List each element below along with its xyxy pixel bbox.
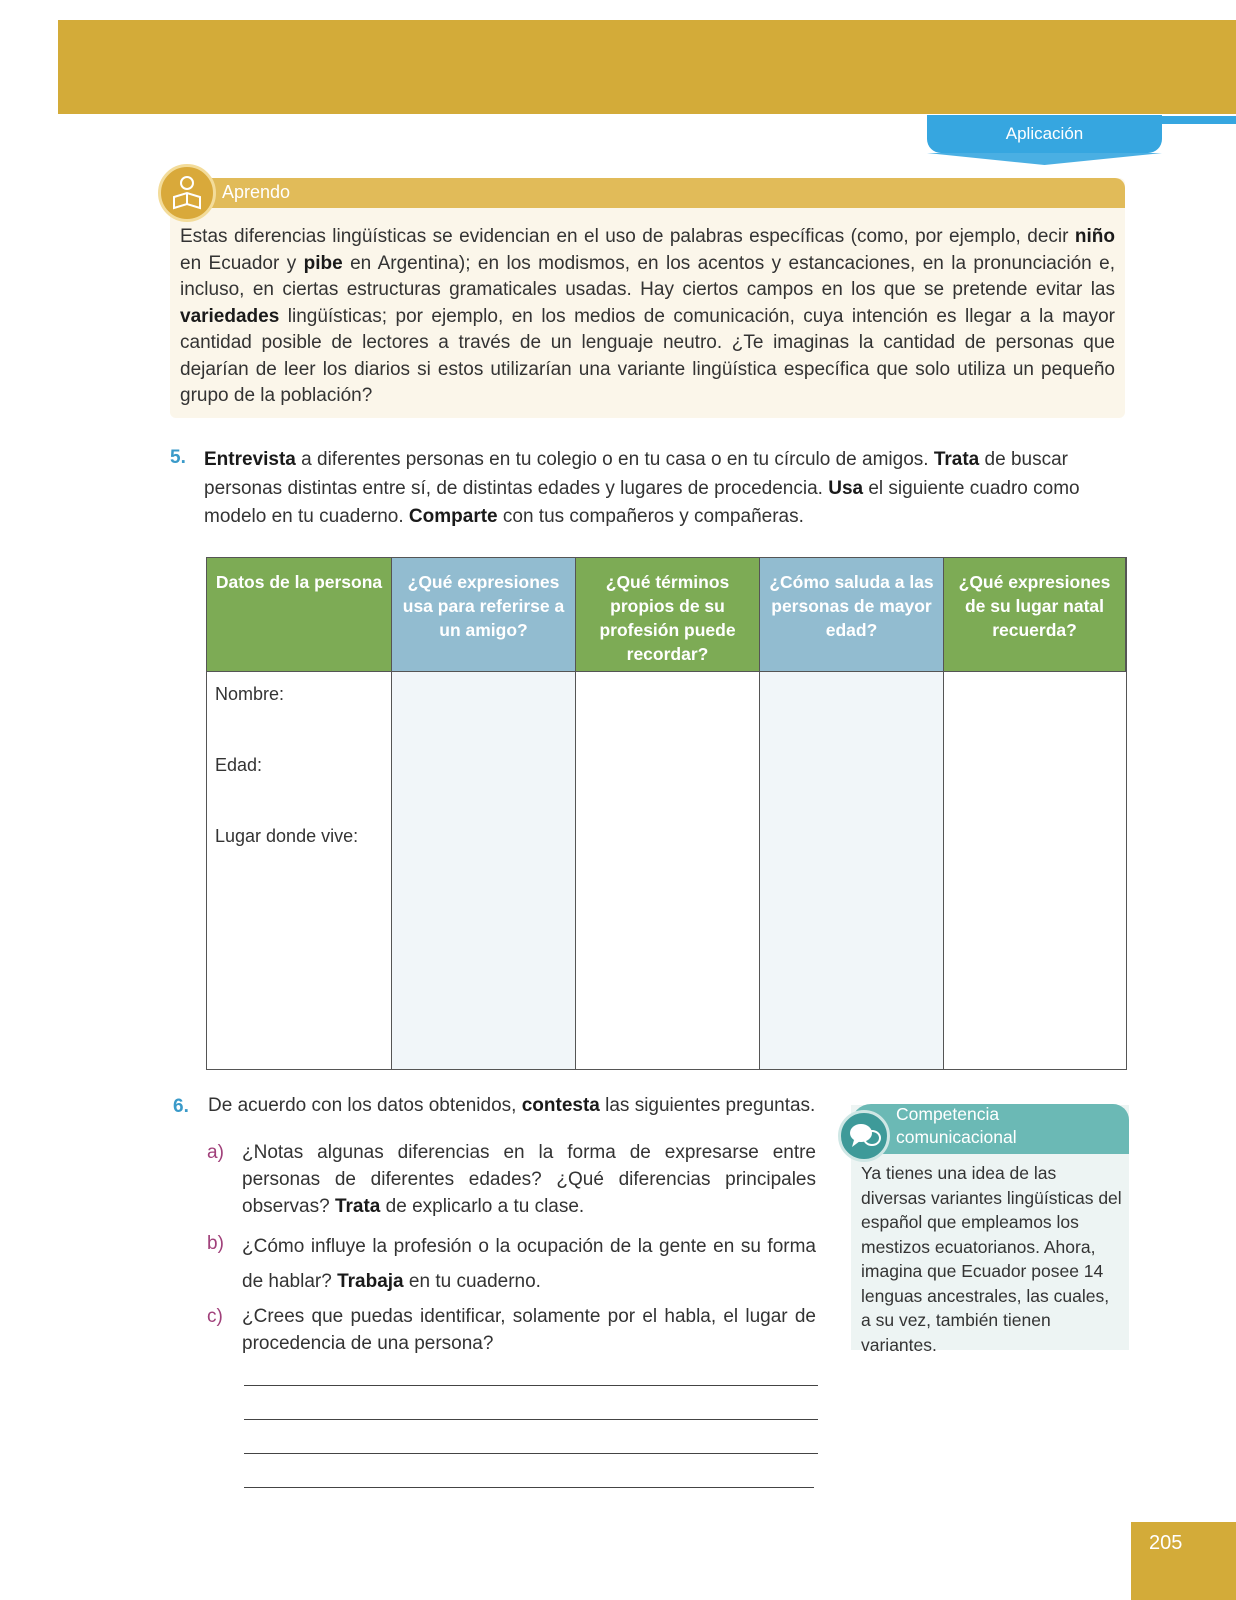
keyword-variedades: variedades bbox=[180, 305, 280, 327]
answer-line[interactable] bbox=[244, 1385, 818, 1386]
keyword-nino: niño bbox=[1074, 226, 1115, 247]
question-5-text: Entrevista a diferentes personas en tu colegio o en tu casa o en tu círculo de amigos. Trata de buscar personas distintas entre sí, de distintas edades y lugares de procedencia. Usa el siguiente cuadro como modelo en tu cuaderno. Comparte con tus compañeros y compañeras. bbox=[204, 449, 1080, 527]
sub-question-b-letter: b) bbox=[207, 1233, 224, 1254]
sub-question-a-letter: a) bbox=[207, 1142, 224, 1163]
speech-bubbles-icon bbox=[838, 1110, 890, 1162]
answer-line[interactable] bbox=[244, 1453, 818, 1454]
reader-icon bbox=[158, 164, 216, 222]
aprendo-header-bar bbox=[170, 178, 1125, 208]
page-number: 205 bbox=[1131, 1522, 1236, 1600]
answer-line[interactable] bbox=[244, 1487, 814, 1488]
sub-question-b-text: ¿Cómo influye la profesión o la ocupación de la gente en su forma de hablar? Trabaja en tu cuaderno. bbox=[242, 1236, 816, 1292]
top-color-band bbox=[58, 20, 1236, 114]
tab-stripe bbox=[1160, 116, 1236, 124]
section-tab bbox=[927, 115, 1162, 153]
table-header-amigo: ¿Qué expresiones usa para referirse a un amigo? bbox=[392, 558, 576, 672]
section-tab-label: Aplicación bbox=[1005, 124, 1084, 143]
table-cell-lugar-natal bbox=[944, 672, 1126, 1069]
sub-question-c-letter: c) bbox=[207, 1306, 223, 1327]
table-cell-amigo bbox=[392, 672, 576, 1069]
sub-question-c-text: ¿Crees que puedas identificar, solamente por el habla, el lugar de procedencia de una persona? bbox=[242, 1306, 816, 1354]
keyword-pibe: pibe bbox=[303, 252, 343, 274]
table-cell-profesion bbox=[576, 672, 760, 1069]
sub-question-a-text: ¿Notas algunas diferencias en la forma de expresarse entre personas de diferentes edades? ¿Qué diferencias principales observas? Trata de explicarlo a tu clase. bbox=[242, 1142, 816, 1217]
competencia-text: Ya tienes una idea de las diversas variantes lingüísticas del español que empleamos los mestizos ecuatorianos. Ahora, imagina que Ecuador posee 14 lenguas ancestrales, las cuales, a su vez, también tienen variantes. bbox=[861, 1163, 1122, 1355]
label-nombre: Nombre: bbox=[215, 684, 285, 704]
question-6-number: 6. bbox=[173, 1096, 189, 1117]
table-header-lugar-natal: ¿Qué expresiones de su lugar natal recuerda? bbox=[944, 558, 1126, 672]
question-5-number: 5. bbox=[170, 447, 186, 468]
question-6-text: De acuerdo con los datos obtenidos, contesta las siguientes preguntas. bbox=[208, 1095, 816, 1116]
table-header-datos: Datos de la persona bbox=[207, 558, 392, 672]
table-header-saludo: ¿Cómo saluda a las personas de mayor edad? bbox=[760, 558, 944, 672]
aprendo-title: Aprendo bbox=[222, 182, 291, 202]
table-cell-saludo bbox=[760, 672, 944, 1069]
label-lugar: Lugar donde vive: bbox=[215, 826, 359, 846]
aprendo-paragraph: Estas diferencias lingüísticas se evidencian en el uso de palabras específicas (como, por ejemplo, decir niño en Ecuador y pibe en Argentina); en los modismos, en los acentos y estancaciones, en la pronunciación e, incluso, en ciertas estructuras gramaticales usadas. Hay ciertos campos en los que se pretende evitar las variedades lingüísticas; por ejemplo, en los medios de comunicación, cuya intención es llegar a la mayor cantidad posible de lectores a través de un lenguaje neutro. ¿Te imaginas la cantidad de personas que dejarían de leer los diarios si estos utilizarían una variante lingüística específica que solo utiliza un pequeño grupo de la población? bbox=[180, 226, 1115, 406]
table-cell-datos bbox=[207, 672, 392, 1069]
answer-line[interactable] bbox=[244, 1419, 818, 1420]
table-header-profesion: ¿Qué términos propios de su profesión puede recordar? bbox=[576, 558, 760, 672]
interview-table bbox=[206, 557, 1127, 1070]
competencia-title: Competencia comunicacional bbox=[896, 1104, 1017, 1147]
label-edad: Edad: bbox=[215, 755, 263, 775]
